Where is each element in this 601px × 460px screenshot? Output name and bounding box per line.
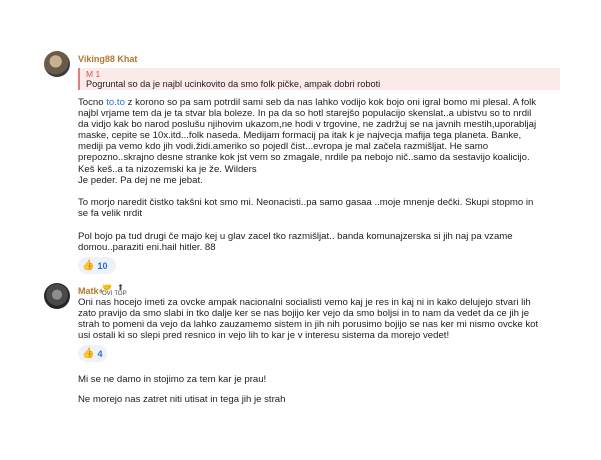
post-line: domou..paraziti eni.hail hitler. 88 [78,242,216,254]
badge [114,284,126,297]
link[interactable]: to.to [106,97,125,108]
post-line: da vidjo kak bo narod poslušu njihovim ukazom,ne hodi v trgovine, ne zadržuj se na javnih mestih,uporabljaj [78,119,537,131]
author-name[interactable]: Matk+ [78,286,104,296]
post-line: usi ostali ki so slepi pred resnico in vejo lih to kar je v interesu sistema da morejo vedet! [78,330,450,342]
post-line: najbl vrjame tem da je ta stvar bla boleze. In pa da so hotl starejšo populacijo skenslat..a ubistvu so to nrdil [78,108,532,120]
avatar[interactable] [44,283,70,309]
post-line: maske, cepite se 10x.itd...folk naseda. Medijam formacij pa itak k je najvecja mafija tega planeta. Banke, [78,130,522,142]
post-line [78,97,578,108]
post-line: Je peder. Pa dej ne me jebat. [78,174,203,186]
post-line: zato pravijo da smo slabi in tko dalje ker se nas bojijo ker vejo da smo boljsi in to nam da vedet da ce jih je [78,308,530,320]
like-reaction[interactable] [78,345,107,362]
text-span: z korono so pa sam potrdil sami seb da nas lahko vodijo kok bojo oni igral bomo mi plesal. A folk [124,97,537,108]
quote-text: Pogruntal so da je najbl ucinkovito da smo folk pičke, ampak dobri roboti [86,79,381,89]
badge-label: TOP [114,291,127,297]
thumbs-up-icon: 👍 [82,260,95,271]
post-line: Oni nas hocejo imeti za ovcke ampak nacionalni socialisti vemo kaj je res in kaj ni in kako delujejo stvari lih [78,297,531,308]
handshake-icon: 🤝 [102,283,113,292]
avatar[interactable] [44,51,70,77]
post-body [78,231,578,253]
post-line: Keš keš..a ta nizozemski ka je že. Wilders [78,163,257,175]
post-line: Ne morejo nas zatret niti utisat in tega jih je strah [78,394,286,405]
badge [102,284,112,297]
like-reaction[interactable] [78,257,116,274]
post-line: Pol bojo pa tud drugi če majo kej u glav zacel tko razmišljat.. banda komunajzerska si jih naj pa vzame [78,231,513,242]
post-body [78,297,578,341]
like-count: 10 [97,260,108,271]
text-span: Tocno [78,97,107,108]
post-body [78,197,578,219]
post-line: se fa velik nrdit [78,208,142,220]
arrow-up-icon: ⬆ [117,283,124,292]
post-line: To morjo naredit čistko takšni kot smo mi. Neonacisti..pa samo gasaa ..moje mnenje dečki. Skupi stopmo in [78,197,534,208]
user-badges [102,284,127,297]
author-name[interactable]: Viking88 Khat [78,54,138,64]
post-line: prepozno..skrajno desne stranke kok jst vem so zmagale, nrdile pa nebojo nič..samo da sestavijo koalicijo. [78,152,530,164]
quote-author: M 1 [86,69,101,79]
post-line: mediji pa vemo kdo jih vodi.židi.ameriko so pojedl čist...evropa je mal začela razmišljat. He samo [78,141,489,153]
post-body [78,97,578,186]
thumbs-up-icon: 👍 [82,348,95,359]
post-line: strah to pomeni da vejo da lahko zauzamemo sistem in jih nih porusimo bojijo se nas ker mi nismo ovcke kot [78,319,539,331]
like-count: 4 [97,348,103,359]
post-line: Mi se ne damo in stojimo za tem kar je prau! [78,374,267,385]
quote-block [78,68,560,90]
badge-label: OVI [102,291,113,297]
